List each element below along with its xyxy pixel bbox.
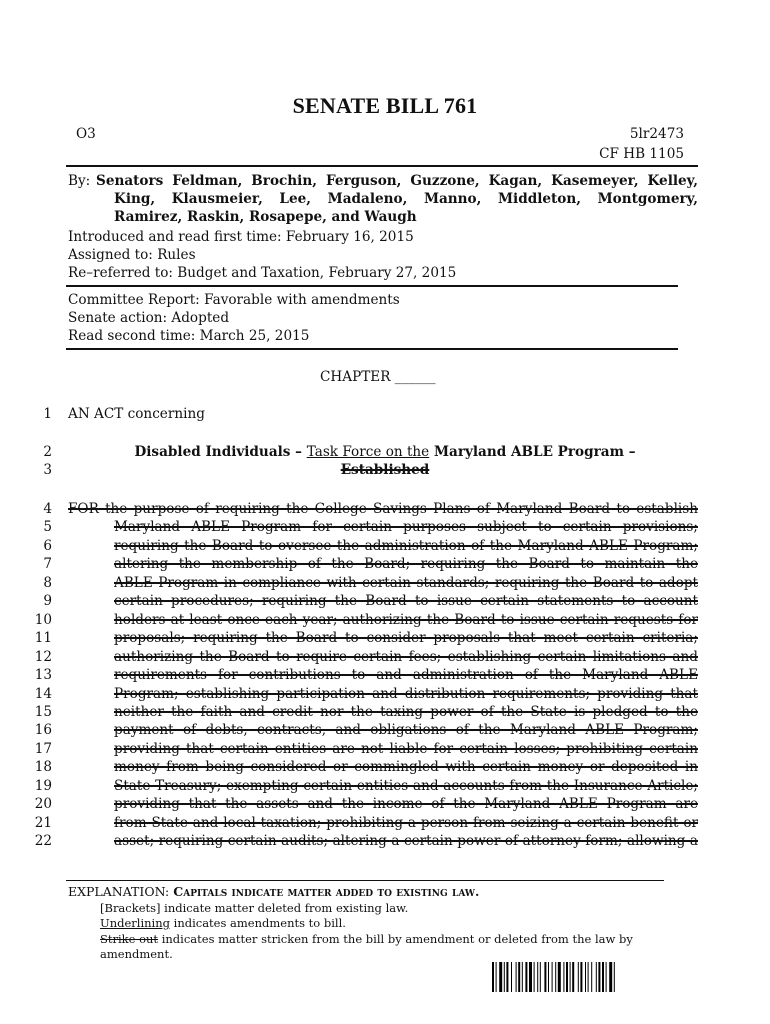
strike-mark: Strike out (100, 932, 159, 946)
barcode-bar (563, 962, 564, 992)
barcode-bar (602, 962, 604, 992)
short-title-stricken: Established (340, 462, 430, 478)
line-number: 20 (34, 796, 52, 812)
line-number: 16 (34, 722, 52, 738)
barcode-bar (555, 962, 556, 992)
introduced-date: Introduced and read first time: February 16, 2015 (68, 229, 414, 245)
barcode-bar (580, 962, 582, 992)
line-number: 15 (34, 704, 52, 720)
sponsors-line-3: Ramirez, Raskin, Rosapepe, and Waugh (114, 209, 417, 225)
underline-mark: Underlining (100, 916, 170, 930)
line-number: 10 (34, 612, 52, 628)
barcode-bar (566, 962, 568, 992)
explanation-heading (68, 884, 479, 900)
barcode-bar (496, 962, 497, 992)
explanation-underlining (100, 916, 346, 932)
lr-number: 5lr2473 (629, 126, 684, 142)
purpose-line-stricken: requirements for contributions to and administration of the Maryland ABLE (114, 667, 698, 683)
barcode-bar (570, 962, 571, 992)
barcode (492, 962, 680, 992)
barcode-bar (591, 962, 592, 992)
barcode-bar (614, 962, 615, 992)
barcode-bar (558, 962, 561, 992)
line-number: 7 (43, 556, 52, 572)
divider (66, 165, 698, 167)
barcode-bar (516, 962, 517, 992)
barcode-bar (606, 962, 607, 992)
line-number: 1 (43, 406, 52, 422)
short-title-amendment: Task Force on the (306, 444, 430, 460)
barcode-bar (537, 962, 538, 992)
sponsors-line-2: King, Klausmeier, Lee, Madaleno, Manno, Middleton, Montgomery, (114, 191, 698, 207)
underline-text: indicates amendments to bill. (169, 916, 346, 930)
barcode-bar (499, 962, 502, 992)
barcode-bar (518, 962, 520, 992)
purpose-line-stricken: neither the faith and credit nor the taxing power of the State is pledged to the (114, 704, 698, 720)
barcode-bar (525, 962, 527, 992)
barcode-bar (572, 962, 574, 992)
purpose-line-stricken: ABLE Program in compliance with certain standards; requiring the Board to adopt (114, 575, 698, 591)
strike-text: indicates matter stricken from the bill by amendment or deleted from the law by (158, 932, 633, 946)
committee-report: Committee Report: Favorable with amendments (68, 292, 400, 308)
line-number: 2 (43, 444, 52, 460)
explanation-caps: Capitals indicate matter added to existing law. (173, 884, 480, 899)
barcode-bar (578, 962, 579, 992)
assigned-committee: Assigned to: Rules (68, 247, 196, 263)
barcode-bar (540, 962, 541, 992)
explanation-label: EXPLANATION: (68, 884, 170, 899)
barcode-bar (588, 962, 589, 992)
purpose-line-stricken: asset; requiring certain audits; altering a certain power of attorney form; allowing a (114, 833, 698, 849)
rereferred-committee: Re–referred to: Budget and Taxation, February 27, 2015 (68, 265, 457, 281)
purpose-line-stricken: Program; establishing participation and distribution requirements; providing that (114, 686, 698, 702)
barcode-bar (492, 962, 494, 992)
purpose-line-stricken: FOR the purpose of requiring the College Savings Plans of Maryland Board to establish (68, 501, 698, 517)
bill-title-heading: SENATE BILL 761 (292, 93, 478, 118)
explanation-brackets (100, 901, 408, 917)
act-concerning: AN ACT concerning (68, 406, 205, 422)
divider (66, 285, 678, 287)
footer-divider (66, 880, 664, 881)
barcode-bar (522, 962, 523, 992)
line-number: 19 (34, 778, 52, 794)
divider (66, 348, 678, 350)
purpose-line-stricken: Maryland ABLE Program for certain purposes subject to certain provisions; (114, 519, 698, 535)
purpose-line-stricken: proposals; requiring the Board to consider proposals that meet certain criteria; (114, 630, 698, 646)
purpose-line-stricken: providing that the assets and the income of the Maryland ABLE Program are (114, 796, 698, 812)
barcode-bar (585, 962, 586, 992)
line-number: 4 (43, 501, 52, 517)
barcode-bar (552, 962, 553, 992)
explanation-strikeout-cont: amendment. (100, 947, 173, 961)
purpose-line-stricken: requiring the Board to oversee the administration of the Maryland ABLE Program; (114, 538, 698, 554)
barcode-bar (511, 962, 512, 992)
brackets-text: indicate matter deleted from existing law. (160, 901, 409, 915)
subject-code: O3 (76, 126, 96, 142)
purpose-line-stricken: authorizing the Board to require certain fees; establishing certain limitations and (114, 649, 698, 665)
line-number: 9 (43, 593, 52, 609)
barcode-bar (529, 962, 532, 992)
brackets-mark: [Brackets] (100, 901, 161, 915)
barcode-bar (596, 962, 597, 992)
line-number: 22 (34, 833, 52, 849)
barcode-bar (598, 962, 600, 992)
purpose-line-stricken: payment of debts, contracts, and obligations of the Maryland ABLE Program; (114, 722, 698, 738)
line-number: 21 (34, 815, 52, 831)
line-number: 14 (34, 686, 52, 702)
line-number: 3 (43, 462, 52, 478)
senate-action: Senate action: Adopted (68, 310, 230, 326)
purpose-line-stricken: altering the membership of the Board; requiring the Board to maintain the (114, 556, 698, 572)
line-number: 5 (43, 519, 52, 535)
short-title-part: Disabled Individuals – (134, 444, 307, 460)
purpose-line-stricken: certain procedures; requiring the Board to issue certain statements to account (114, 593, 698, 609)
short-title-line (0, 443, 770, 461)
purpose-line-stricken: holders at least once each year; authorizing the Board to issue certain requests for (114, 612, 698, 628)
purpose-line-stricken: State Treasury; exempting certain entities and accounts from the Insurance Article; (114, 778, 698, 794)
chapter-label: CHAPTER ______ (320, 369, 436, 385)
purpose-line-stricken: money from being considered or commingled with certain money or deposited in (114, 759, 698, 775)
line-number: 12 (34, 649, 52, 665)
purpose-line-stricken: from State and local taxation; prohibiting a person from seizing a certain benefit or (114, 815, 698, 831)
barcode-bar (534, 962, 535, 992)
sponsors-prefix: By: (68, 173, 91, 189)
purpose-line-stricken: providing that certain entities are not liable for certain losses; prohibiting certain (114, 741, 698, 757)
short-title-part: Maryland ABLE Program (429, 444, 624, 460)
barcode-bar (609, 962, 612, 992)
line-number: 6 (43, 538, 52, 554)
line-number: 11 (34, 630, 52, 646)
line-number: 13 (34, 667, 52, 683)
cross-file-number: CF HB 1105 (599, 146, 684, 162)
explanation-strikeout (100, 932, 633, 948)
short-title-part: – (623, 444, 636, 460)
barcode-bar (504, 962, 505, 992)
barcode-bar (544, 962, 546, 992)
barcode-bar (506, 962, 508, 992)
line-number: 17 (34, 741, 52, 757)
sponsors-line-1: Senators Feldman, Brochin, Ferguson, Guzzone, Kagan, Kasemeyer, Kelley, (96, 173, 698, 189)
line-number: 8 (43, 575, 52, 591)
line-number: 18 (34, 759, 52, 775)
second-reading: Read second time: March 25, 2015 (68, 328, 310, 344)
barcode-bar (548, 962, 549, 992)
